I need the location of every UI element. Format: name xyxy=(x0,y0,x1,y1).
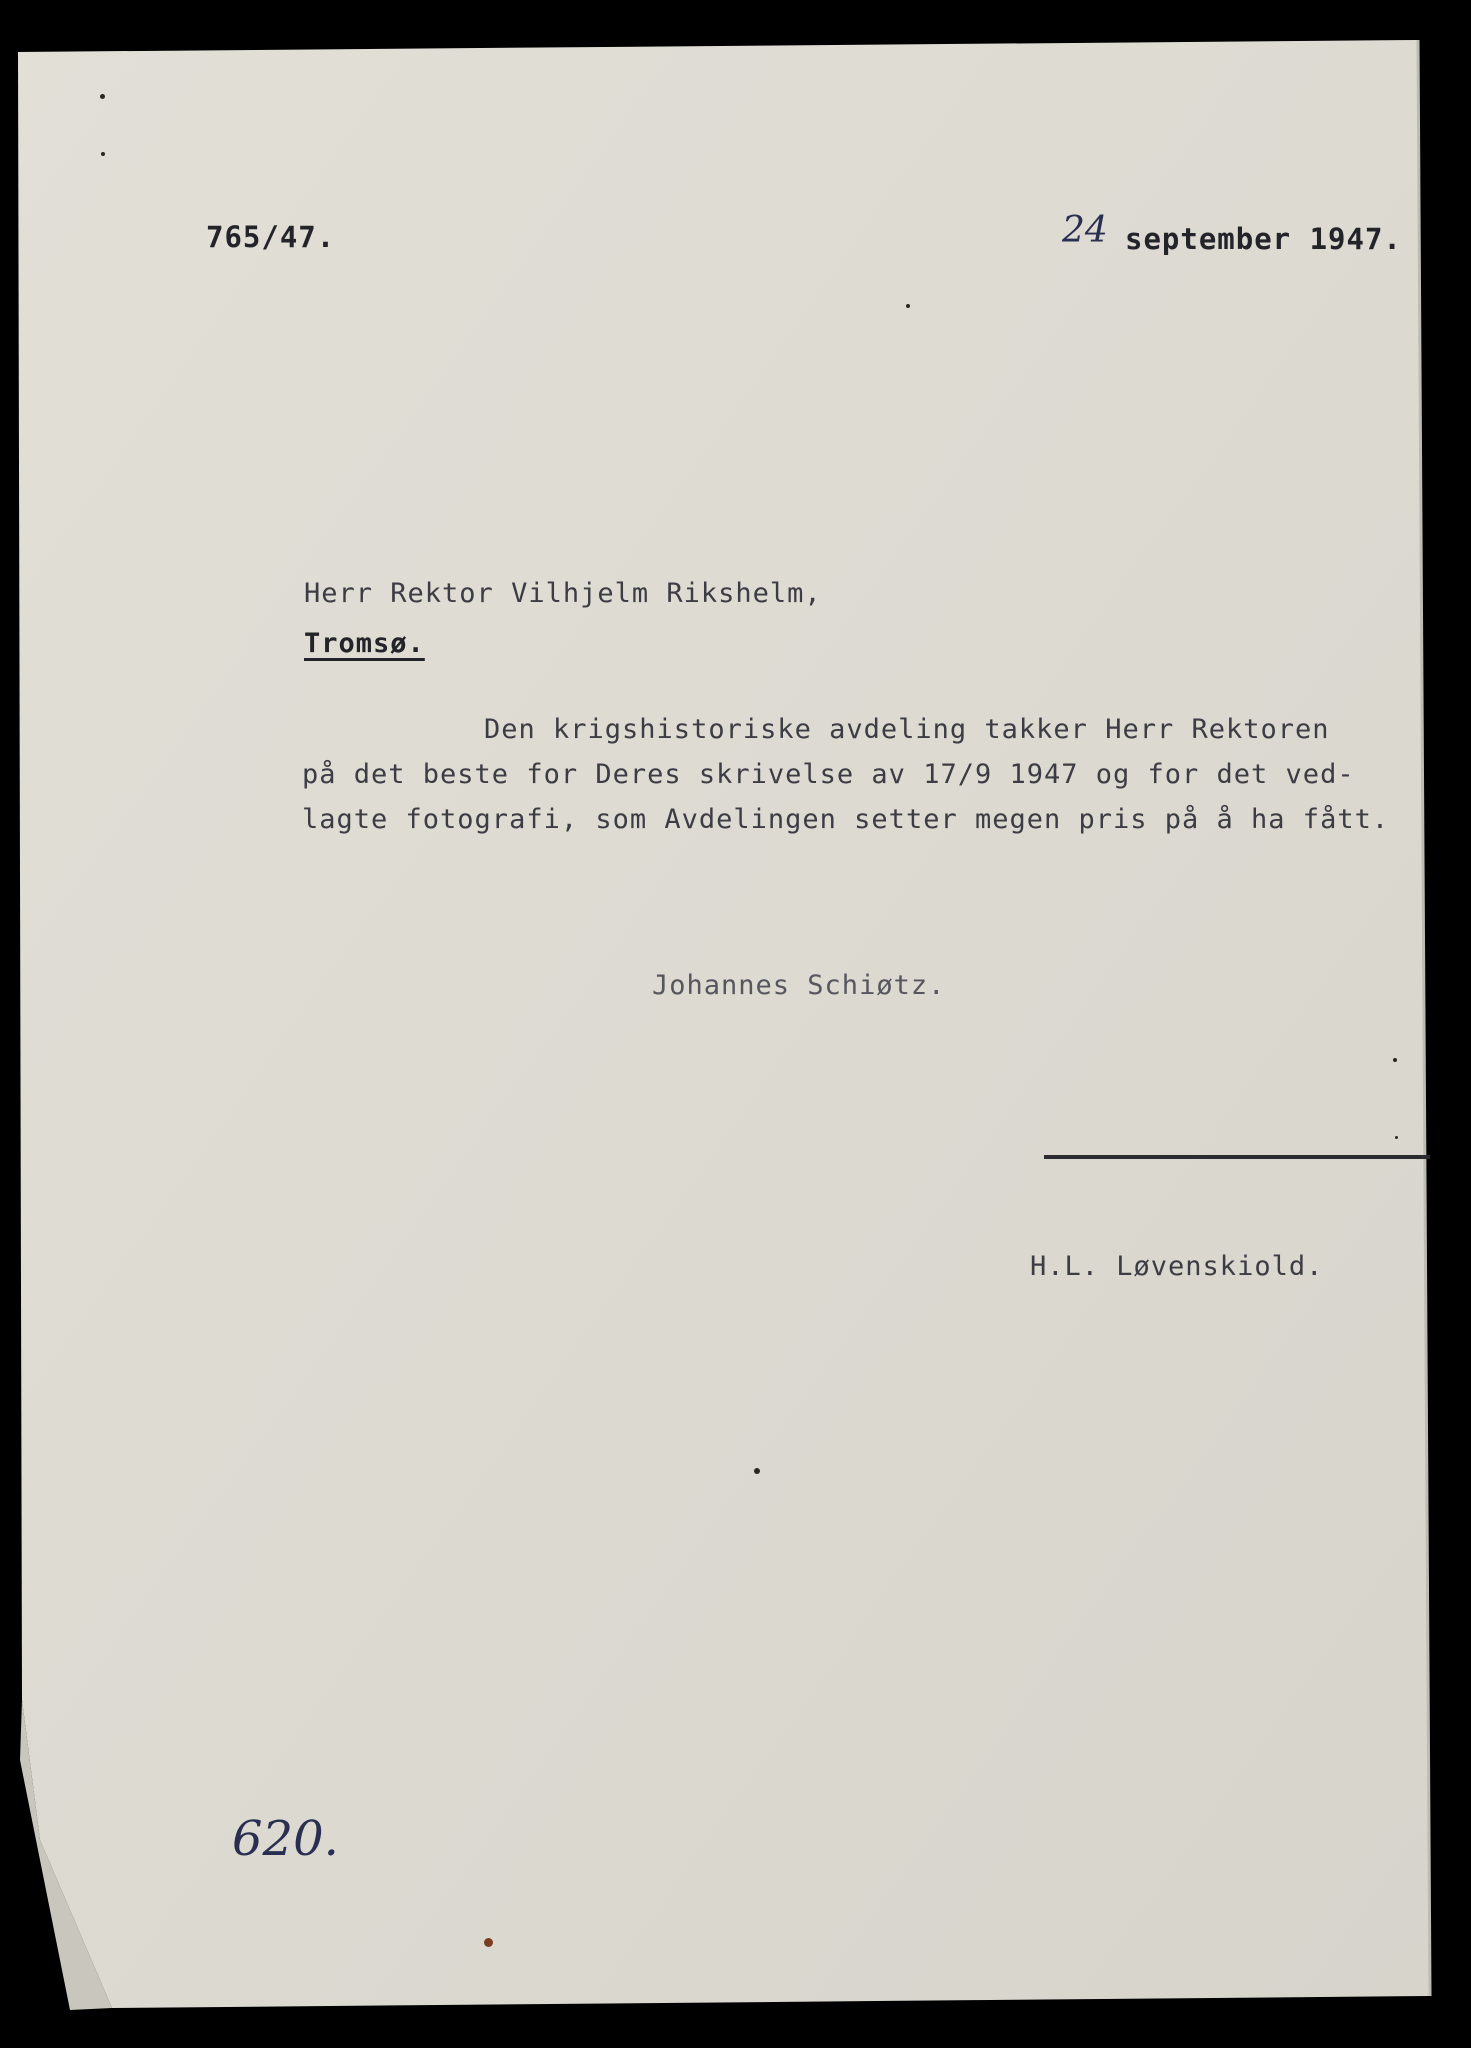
paper-body xyxy=(18,40,1430,2008)
ink-speck xyxy=(906,304,910,308)
archive-number-handwritten: 620. xyxy=(232,1811,339,1867)
rust-speck xyxy=(484,1938,493,1947)
ink-speck xyxy=(754,1468,760,1474)
signature-line xyxy=(1044,1155,1430,1159)
recipient-name: Herr Rektor Vilhjelm Rikshelm, xyxy=(304,578,822,609)
reference-number: 765/47. xyxy=(206,220,336,254)
cosigner: H.L. Løvenskiold. xyxy=(1030,1251,1324,1282)
date-day-handwritten: 24 xyxy=(1062,210,1108,251)
ink-speck xyxy=(101,152,105,156)
signatory: Johannes Schiøtz. xyxy=(652,970,946,1001)
ink-speck xyxy=(1395,1136,1398,1139)
ink-speck xyxy=(100,94,105,99)
ink-speck xyxy=(1393,1058,1397,1062)
date-typed: september 1947. xyxy=(1125,222,1402,256)
recipient-place: Tromsø. xyxy=(304,628,425,659)
body-line: på det beste for Deres skrivelse av 17/9 1947 og for det ved- xyxy=(302,759,1355,790)
body-line: lagte fotografi, som Avdelingen setter megen pris på å ha fått. xyxy=(302,804,1390,835)
body-line: Den krigshistoriske avdeling takker Herr Rektoren xyxy=(484,714,1330,745)
